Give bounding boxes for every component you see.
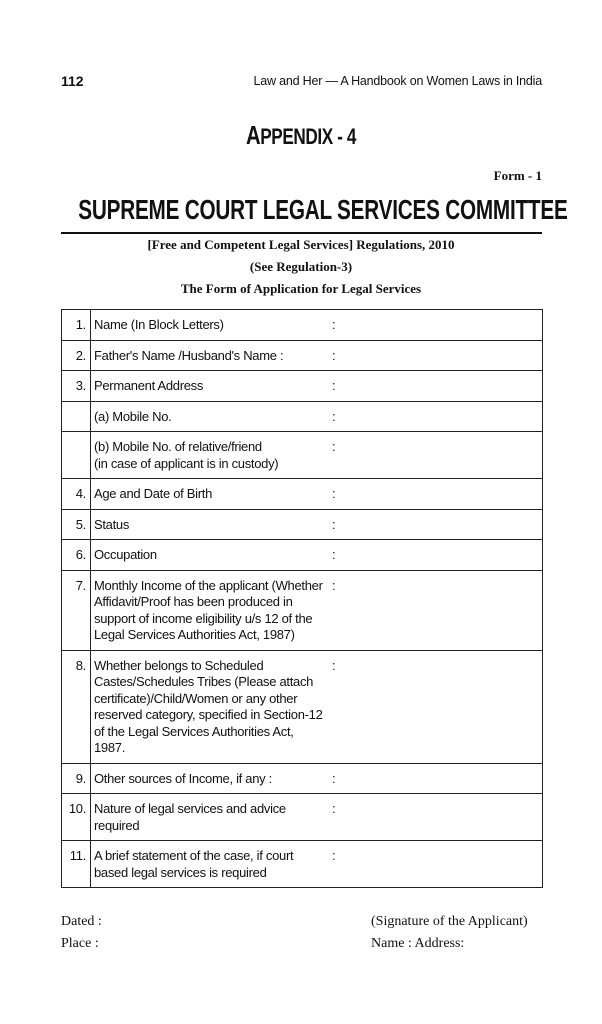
row-label-line: Nature of legal services and advice bbox=[94, 801, 286, 816]
row-number: 11. bbox=[62, 841, 91, 888]
row-label-line: Castes/Schedules Tribes (Please attach bbox=[94, 674, 314, 689]
name-address-label: Name : Address: bbox=[371, 936, 465, 951]
row-colon: : bbox=[332, 848, 336, 863]
row-label bbox=[94, 409, 328, 426]
row-number: 9. bbox=[62, 763, 91, 794]
row-number bbox=[62, 401, 91, 432]
row-label bbox=[94, 439, 328, 472]
dated-label: Dated : bbox=[61, 914, 102, 929]
row-label bbox=[94, 771, 328, 788]
row-field-cell bbox=[91, 509, 543, 540]
row-colon: : bbox=[332, 801, 336, 816]
form-row bbox=[62, 570, 543, 650]
row-label-line: Other sources of Income, if any : bbox=[94, 770, 272, 786]
row-field-cell bbox=[91, 841, 543, 888]
form-row bbox=[62, 371, 543, 402]
row-label bbox=[94, 486, 328, 503]
row-colon: : bbox=[332, 378, 336, 393]
row-label-line: reserved category, specified in Section-12 bbox=[94, 707, 323, 722]
form-row bbox=[62, 794, 543, 841]
row-field-cell bbox=[91, 432, 543, 479]
form-label: Form - 1 bbox=[493, 168, 542, 183]
row-label-line: (a) Mobile No. bbox=[94, 408, 172, 424]
row-number: 4. bbox=[62, 479, 91, 510]
row-label bbox=[94, 378, 328, 395]
row-label-line: Whether belongs to Scheduled bbox=[94, 657, 264, 673]
row-field-cell bbox=[91, 340, 543, 371]
row-content bbox=[94, 848, 542, 881]
row-field-cell bbox=[91, 371, 543, 402]
row-label-line: support of income eligibility u/s 12 of the bbox=[94, 610, 313, 626]
form-row bbox=[62, 310, 543, 341]
row-number: 6. bbox=[62, 540, 91, 571]
row-content bbox=[94, 439, 542, 472]
row-field-cell bbox=[91, 479, 543, 510]
row-field-cell bbox=[91, 763, 543, 794]
row-label bbox=[94, 658, 328, 757]
row-colon: : bbox=[332, 439, 336, 454]
row-number: 1. bbox=[62, 310, 91, 341]
row-content bbox=[94, 409, 542, 426]
row-label-line: required bbox=[94, 817, 140, 833]
appendix-first-letter: A bbox=[245, 120, 261, 150]
row-label bbox=[94, 547, 328, 564]
title-rule bbox=[61, 232, 542, 234]
row-content bbox=[94, 547, 542, 564]
row-label-line: (b) Mobile No. of relative/friend bbox=[94, 439, 262, 454]
form-row bbox=[62, 509, 543, 540]
row-colon: : bbox=[332, 347, 336, 363]
row-field-cell bbox=[91, 401, 543, 432]
row-colon: : bbox=[332, 317, 336, 332]
row-label-line: Status bbox=[94, 516, 130, 532]
form-row bbox=[62, 340, 543, 371]
row-label-line: Permanent Address bbox=[94, 378, 204, 393]
form-row bbox=[62, 479, 543, 510]
running-header: Law and Her — A Handbook on Women Laws in India bbox=[253, 74, 542, 88]
row-number: 7. bbox=[62, 570, 91, 650]
form-title: The Form of Application for Legal Services bbox=[180, 281, 422, 296]
row-label-line: Monthly Income of the applicant (Whether bbox=[94, 577, 323, 593]
application-form-table bbox=[61, 309, 543, 888]
form-row bbox=[62, 763, 543, 794]
row-content bbox=[94, 801, 542, 834]
form-row bbox=[62, 841, 543, 888]
row-field-cell bbox=[91, 794, 543, 841]
row-label-line: A brief statement of the case, if court bbox=[94, 848, 294, 863]
row-number: 2. bbox=[62, 340, 91, 371]
row-label bbox=[94, 317, 328, 334]
page-number: 112 bbox=[61, 73, 84, 89]
row-number: 8. bbox=[62, 650, 91, 763]
row-content bbox=[94, 658, 542, 757]
row-colon: : bbox=[332, 547, 336, 562]
row-label bbox=[94, 348, 328, 365]
row-label-line: Father's Name /Husband's Name : bbox=[94, 347, 284, 363]
row-label-line: 1987. bbox=[94, 740, 126, 755]
place-label: Place : bbox=[61, 936, 99, 951]
row-colon: : bbox=[332, 657, 336, 673]
row-content bbox=[94, 517, 542, 534]
row-label-line: Affidavit/Proof has been produced in bbox=[94, 594, 293, 609]
row-label-line: Name (In Block Letters) bbox=[94, 317, 224, 332]
row-content bbox=[94, 486, 542, 503]
form-row bbox=[62, 432, 543, 479]
row-label bbox=[94, 848, 328, 881]
row-colon: : bbox=[332, 770, 336, 786]
row-content bbox=[94, 378, 542, 395]
row-content bbox=[94, 771, 542, 788]
appendix-rest: PPENDIX - 4 bbox=[260, 124, 357, 149]
row-field-cell bbox=[91, 540, 543, 571]
row-label-line: of the Legal Services Authorities Act, bbox=[94, 723, 294, 739]
row-label bbox=[94, 801, 328, 834]
regulation-reference: (See Regulation-3) bbox=[249, 259, 353, 274]
row-field-cell bbox=[91, 650, 543, 763]
row-colon: : bbox=[332, 516, 336, 532]
committee-title: SUPREME COURT LEGAL SERVICES COMMITTEE bbox=[78, 194, 568, 225]
row-colon: : bbox=[332, 486, 336, 501]
appendix-heading bbox=[66, 120, 536, 151]
row-label-line: Legal Services Authorities Act, 1987) bbox=[94, 627, 295, 642]
row-field-cell bbox=[91, 310, 543, 341]
row-label bbox=[94, 517, 328, 534]
signature-label: (Signature of the Applicant) bbox=[371, 914, 528, 929]
row-label-line: (in case of applicant is in custody) bbox=[94, 455, 279, 471]
row-content bbox=[94, 578, 542, 644]
row-label bbox=[94, 578, 328, 644]
row-label-line: Occupation bbox=[94, 547, 157, 562]
row-number: 10. bbox=[62, 794, 91, 841]
row-colon: : bbox=[332, 408, 336, 424]
row-label-line: certificate)/Child/Women or any other bbox=[94, 690, 298, 706]
row-number bbox=[62, 432, 91, 479]
form-row bbox=[62, 650, 543, 763]
row-colon: : bbox=[332, 577, 336, 593]
row-content bbox=[94, 317, 542, 334]
row-number: 5. bbox=[62, 509, 91, 540]
row-number: 3. bbox=[62, 371, 91, 402]
regulations-line: [Free and Competent Legal Services] Regulations, 2010 bbox=[147, 237, 455, 252]
form-row bbox=[62, 401, 543, 432]
form-row bbox=[62, 540, 543, 571]
row-label-line: based legal services is required bbox=[94, 864, 267, 880]
row-field-cell bbox=[91, 570, 543, 650]
row-label-line: Age and Date of Birth bbox=[94, 486, 213, 501]
row-content bbox=[94, 348, 542, 365]
